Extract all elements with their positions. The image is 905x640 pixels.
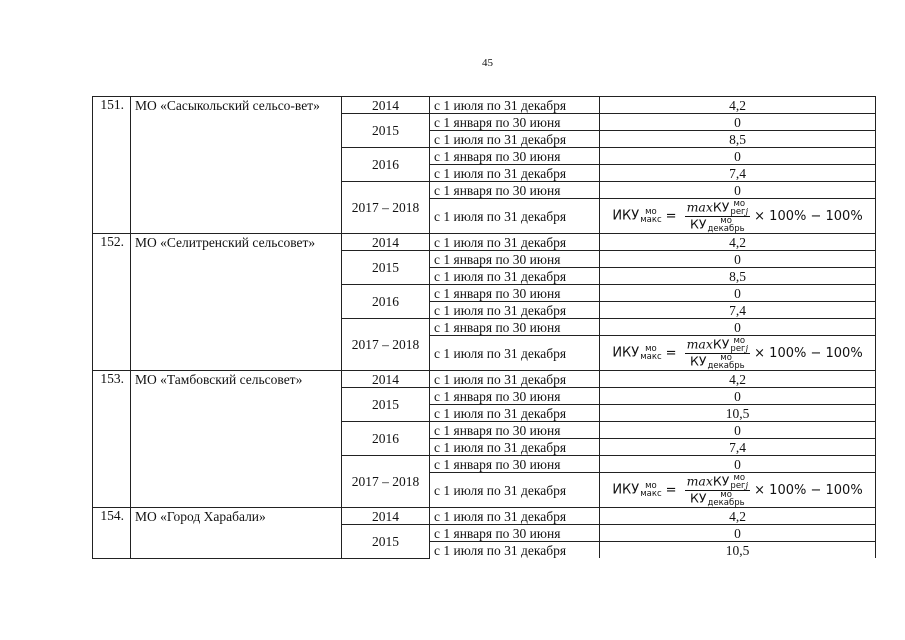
period-cell: с 1 января по 30 июня [430,525,600,542]
year-cell: 2014 [342,97,430,114]
period-cell: с 1 июля по 31 декабря [430,405,600,422]
value-cell: 4,2 [600,234,876,251]
period-cell: с 1 января по 30 июня [430,251,600,268]
value-cell [600,336,876,371]
period-cell: с 1 января по 30 июня [430,285,600,302]
year-cell: 2016 [342,422,430,456]
table-row [93,371,876,388]
period-cell: с 1 июля по 31 декабря [430,131,600,148]
period-cell: с 1 июля по 31 декабря [430,97,600,114]
formula-tail: × 100% − 100% [754,345,863,361]
period-cell: с 1 июля по 31 декабря [430,542,600,559]
value-cell: 4,2 [600,508,876,525]
value-cell: 10,5 [600,542,876,559]
value-cell: 0 [600,388,876,405]
formula-lhs: ИКУ мо макс [612,481,662,499]
period-cell: с 1 июля по 31 декабря [430,302,600,319]
row-number: 153. [93,371,131,508]
period-cell: с 1 января по 30 июня [430,456,600,473]
year-cell: 2014 [342,234,430,251]
period-cell: с 1 июля по 31 декабря [430,371,600,388]
period-cell: с 1 июля по 31 декабря [430,336,600,371]
year-cell: 2016 [342,148,430,182]
formula-equals: = [665,482,677,498]
formula-equals: = [665,208,677,224]
municipality-name: МО «Тамбовский сельсовет» [131,371,342,508]
year-cell: 2015 [342,388,430,422]
value-cell: 0 [600,251,876,268]
tariff-table [92,96,876,559]
table-row [93,234,876,251]
period-cell: с 1 января по 30 июня [430,422,600,439]
value-cell: 0 [600,182,876,199]
row-number: 154. [93,508,131,559]
value-cell [600,199,876,234]
formula-lhs: ИКУ мо макс [612,207,662,225]
formula-fraction: maxКУ мо регj КУ мо декабрь [686,335,749,371]
municipality-name: МО «Сасыкольский сельсо-вет» [131,97,342,234]
year-cell: 2014 [342,371,430,388]
period-cell: с 1 июля по 31 декабря [430,234,600,251]
value-cell: 0 [600,456,876,473]
period-cell: с 1 июля по 31 декабря [430,508,600,525]
value-cell: 0 [600,525,876,542]
year-cell: 2017 – 2018 [342,182,430,234]
year-cell: 2015 [342,525,430,559]
value-cell: 0 [600,285,876,302]
year-cell: 2015 [342,114,430,148]
max-index-formula [604,199,871,233]
value-cell: 8,5 [600,131,876,148]
value-cell: 0 [600,319,876,336]
max-index-formula [604,473,871,507]
value-cell: 4,2 [600,371,876,388]
value-cell: 7,4 [600,302,876,319]
table-row [93,97,876,114]
formula-lhs: ИКУ мо макс [612,344,662,362]
year-cell: 2017 – 2018 [342,319,430,371]
max-index-formula [604,336,871,370]
row-number: 152. [93,234,131,371]
formula-equals: = [665,345,677,361]
period-cell: с 1 января по 30 июня [430,319,600,336]
table-row [93,508,876,525]
period-cell: с 1 января по 30 июня [430,182,600,199]
period-cell: с 1 июля по 31 декабря [430,199,600,234]
year-cell: 2016 [342,285,430,319]
value-cell: 0 [600,148,876,165]
formula-tail: × 100% − 100% [754,482,863,498]
value-cell: 7,4 [600,165,876,182]
year-cell: 2015 [342,251,430,285]
value-cell: 10,5 [600,405,876,422]
period-cell: с 1 июля по 31 декабря [430,439,600,456]
value-cell: 8,5 [600,268,876,285]
tariff-table-body [93,97,876,559]
value-cell: 0 [600,114,876,131]
value-cell: 0 [600,422,876,439]
year-cell: 2014 [342,508,430,525]
row-number: 151. [93,97,131,234]
formula-fraction: maxКУ мо регj КУ мо декабрь [686,472,749,508]
year-cell: 2017 – 2018 [342,456,430,508]
municipality-name: МО «Селитренский сельсовет» [131,234,342,371]
municipality-name: МО «Город Харабали» [131,508,342,559]
period-cell: с 1 июля по 31 декабря [430,165,600,182]
page-number: 45 [482,57,493,69]
formula-tail: × 100% − 100% [754,208,863,224]
period-cell: с 1 января по 30 июня [430,114,600,131]
period-cell: с 1 января по 30 июня [430,148,600,165]
value-cell: 7,4 [600,439,876,456]
value-cell [600,473,876,508]
period-cell: с 1 июля по 31 декабря [430,268,600,285]
period-cell: с 1 июля по 31 декабря [430,473,600,508]
period-cell: с 1 января по 30 июня [430,388,600,405]
value-cell: 4,2 [600,97,876,114]
formula-fraction: maxКУ мо регj КУ мо декабрь [686,198,749,234]
